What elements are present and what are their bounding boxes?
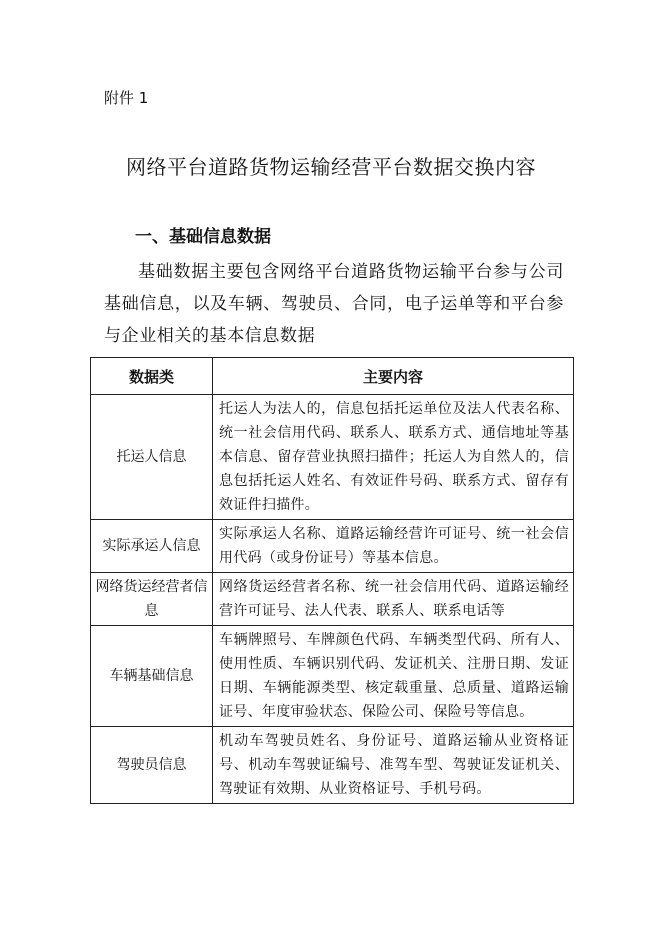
table-row (91, 727, 574, 804)
row-category: 托运人信息 (91, 395, 213, 520)
document-title: 网络平台道路货物运输经营平台数据交换内容 (126, 155, 536, 179)
row-category: 网络货运经营者信息 (91, 573, 213, 626)
table-row (91, 626, 574, 727)
row-category: 车辆基础信息 (91, 626, 213, 727)
row-category: 实际承运人信息 (91, 520, 213, 573)
table-row (91, 395, 574, 520)
row-content: 车辆牌照号、车牌颜色代码、车辆类型代码、所有人、使用性质、车辆识别代码、发证机关、注册日期、发证日期、车辆能源类型、核定载重量、总质量、道路运输证号、年度审验状态、保险公司、保险号等信息。 (213, 626, 574, 727)
attachment-label: 附件 1 (104, 89, 149, 107)
header-content: 主要内容 (213, 358, 574, 395)
header-category: 数据类 (91, 358, 213, 395)
row-content: 托运人为法人的，信息包括托运单位及法人代表名称、统一社会信用代码、联系人、联系方式、通信地址等基本信息、留存营业执照扫描件；托运人为自然人的，信息包括托运人姓名、有效证件号码、联系方式、留存有效证件扫描件。 (213, 395, 574, 520)
table-row (91, 520, 574, 573)
table-header-row (91, 358, 574, 395)
basic-info-table (90, 357, 574, 804)
section-intro-paragraph: 基础数据主要包含网络平台道路货物运输平台参与公司基础信息，以及车辆、驾驶员、合同，电子运单等和平台参与企业相关的基本信息数据 (104, 262, 564, 346)
section-heading-basic-info: 一、基础信息数据 (135, 227, 271, 247)
row-content: 实际承运人名称、道路运输经营许可证号、统一社会信用代码（或身份证号）等基本信息。 (213, 520, 574, 573)
row-category: 驾驶员信息 (91, 727, 213, 804)
row-content: 网络货运经营者名称、统一社会信用代码、道路运输经营许可证号、法人代表、联系人、联系电话等 (213, 573, 574, 626)
table-row (91, 573, 574, 626)
row-content: 机动车驾驶员姓名、身份证号、道路运输从业资格证号、机动车驾驶证编号、准驾车型、驾驶证发证机关、驾驶证有效期、从业资格证号、手机号码。 (213, 727, 574, 804)
